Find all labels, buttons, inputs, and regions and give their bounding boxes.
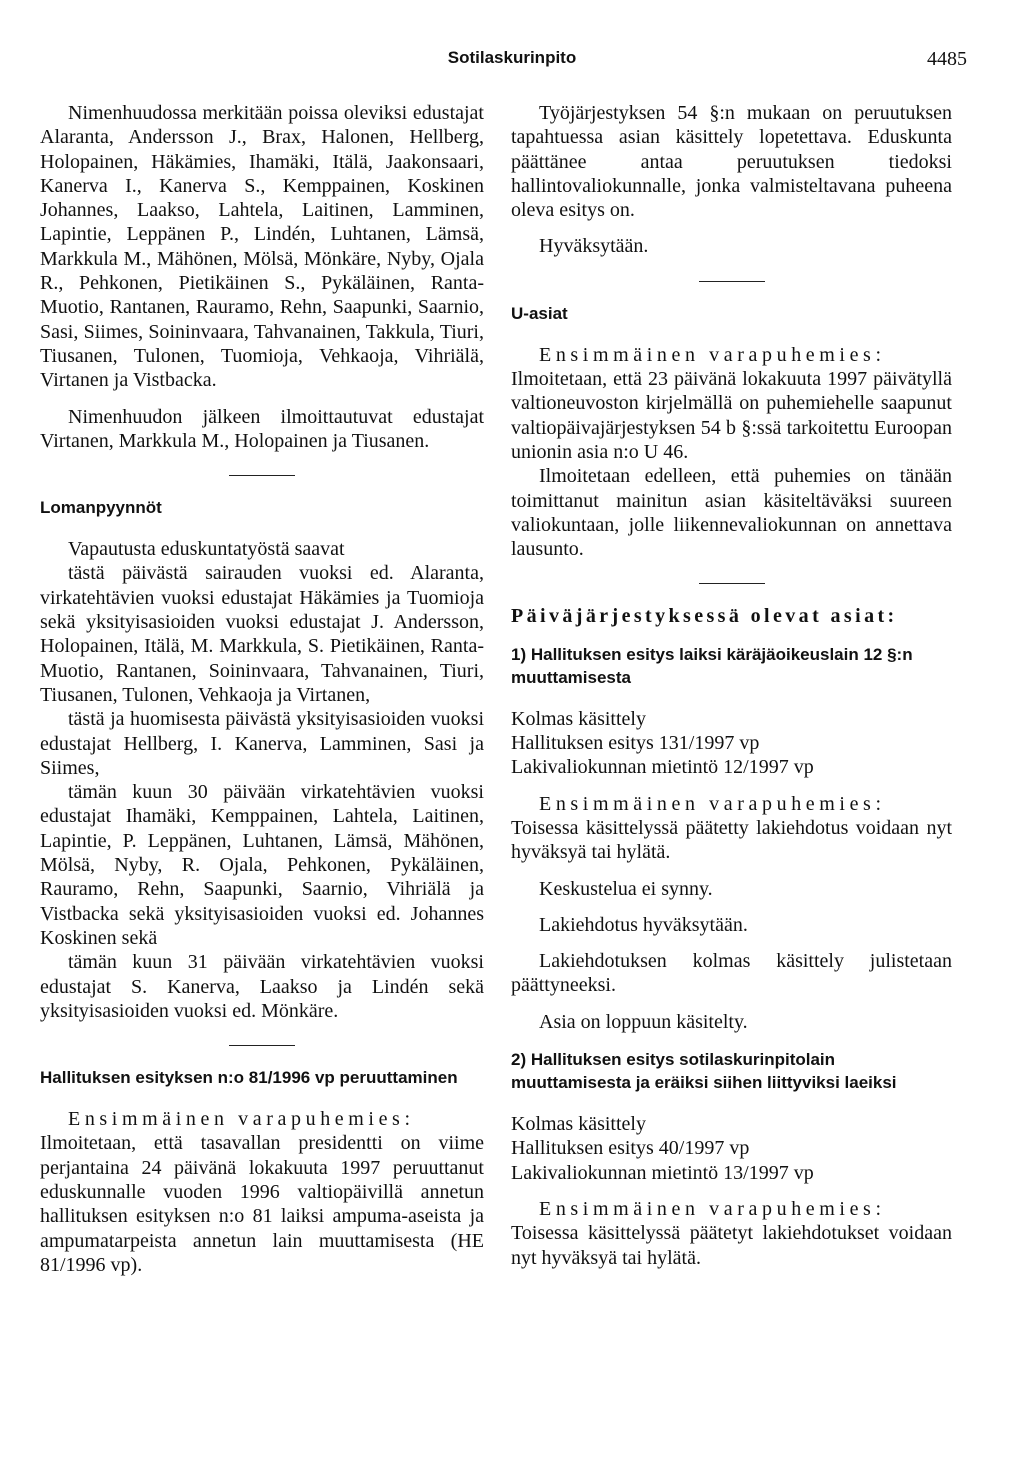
- item-1-statement: Toisessa käsittelyssä päätetty lakiehdotus voidaan nyt hyväksyä tai hylätä.: [511, 816, 952, 864]
- item-2-bill: Hallituksen esitys 40/1997 vp: [511, 1137, 750, 1160]
- leave-today: tästä päivästä sairauden vuoksi ed. Alaranta, virkatehtävien vuoksi edustajat Häkämies ja Tuomioja sekä yksityisasioiden vuoksi edustajat J. Andersson, Holopainen, Itälä, M. Markkula, S. Pietikäinen, Ranta-Muotio, Rantanen, Soininvaara, Tahvanainen, Tiuri, Tiusanen, Tulonen, Vehkaoja ja Virtanen,: [40, 562, 484, 706]
- leave-until-30th: tämän kuun 30 päivään virkatehtävien vuoksi edustajat Ihamäki, Kemppainen, Lahtela, Laitinen, Lapintie, P. Leppänen, Luhtanen, Lämsä, Mähönen, Mölsä, Nyby, R. Ojala, Pehkonen, Pykäläinen, Rauramo, Rehn, Saapunki, Saarnio, Vihriälä ja Vistbacka sekä yksityisasioiden vuoksi ed. Johannes Koskinen sekä: [40, 781, 484, 949]
- speaker-label: Ensimmäinen varapuhemies:: [68, 1108, 415, 1131]
- item-2-reading: Kolmas käsittely: [511, 1113, 646, 1136]
- leave-today-tomorrow: tästä ja huomisesta päivästä yksityisasioiden vuoksi edustajat Hellberg, I. Kanerva, Lamminen, Sasi ja Siimes,: [40, 708, 484, 779]
- heading-u-matters: U-asiat: [511, 303, 568, 323]
- section-divider: [699, 281, 765, 282]
- rules-paragraph: Työjärjestyksen 54 §:n mukaan on peruutuksen tapahtuessa asian käsittely lopetettava. Eduskunta päättänee antaa peruutuksen tiedoksi hallintovaliokunnalle, jonka valmisteltavana puheena oleva esitys on.: [511, 102, 952, 222]
- speaker-label: Ensimmäinen varapuhemies:: [539, 792, 886, 815]
- leave-intro: Vapautusta eduskuntatyöstä saavat: [68, 538, 345, 561]
- section-divider: [229, 475, 295, 476]
- u-matter-referral-paragraph: Ilmoitetaan edelleen, että puhemies on tänään toimittanut mainitun asian käsiteltäväksi suureen valiokuntaan, jolle liikennevaliokunnan on annettava lausunto.: [511, 465, 952, 561]
- agenda-item-1-heading: 1) Hallituksen esitys laiksi käräjäoikeuslain 12 §:n muuttamisesta: [511, 644, 913, 687]
- u-matter-paragraph: Ilmoitetaan, että 23 päivänä lokakuuta 1997 päivätyllä valtioneuvoston kirjelmällä on puhemiehelle saapunut valtiopäivajärjestyksen 54 b §:ssä tarkoitettu Euroopan unionin asia n:o U 46.: [511, 368, 952, 463]
- withdrawal-paragraph: Ilmoitetaan, että tasavallan presidentti on viime perjantaina 24 päivänä lokakuuta 1997 peruuttanut eduskunnalle vuoden 1996 valtiopäivillä annetun hallituksen esityksen n:o 81 laiksi ampuma-aseista ja ampumatarpeista annetun lain muuttamisesta (HE 81/1996 vp).: [40, 1132, 484, 1276]
- heading-withdrawal: Hallituksen esityksen n:o 81/1996 vp peruuttaminen: [40, 1068, 458, 1088]
- section-divider: [699, 583, 765, 584]
- leave-until-31st: tämän kuun 31 päivään virkatehtävien vuoksi edustajat S. Kanerva, Laakso ja Lindén sekä yksityisasioiden vuoksi ed. Mönkäre.: [40, 951, 484, 1022]
- roll-call-paragraph: Nimenhuudossa merkitään poissa oleviksi edustajat Alaranta, Andersson J., Brax, Halonen, Hellberg, Holopainen, Häkämies, Ihamäki, Itälä, Jaakonsaari, Kanerva I., Kanerva S., Kemppainen, Koskinen Johannes, Laakso, Lahtela, Laitinen, Lamminen, Lapintie, Leppänen P., Lindén, Luhtanen, Lämsä, Markkula M., Mähönen, Mölsä, Mönkäre, Nyby, Ojala R., Pehkonen, Pietikäinen S., Pykäläinen, Ranta-Muotio, Rantanen, Rauramo, Rehn, Saapunki, Saarnio, Sasi, Siimes, Soininvaara, Tahvanainen, Takkula, Tiuri, Tiusanen, Tulonen, Tuomioja, Vehkaoja, Vihriälä, Virtanen ja Vistbacka.: [40, 102, 484, 392]
- heading-leave-requests: Lomanpyynnöt: [40, 498, 162, 518]
- item-1-bill: Hallituksen esitys 131/1997 vp: [511, 732, 760, 755]
- section-divider: [229, 1045, 295, 1046]
- agenda-item-2-heading: 2) Hallituksen esitys sotilaskurinpitolain muuttamisesta ja eräiksi siihen liittyviksi laeiksi: [511, 1050, 897, 1093]
- no-debate-text: Keskustelua ei synny.: [539, 877, 713, 900]
- agenda-heading: Päiväjärjestyksessä olevat asiat:: [511, 605, 898, 628]
- item-2-report: Lakivaliokunnan mietintö 13/1997 vp: [511, 1161, 814, 1184]
- late-arrivals-paragraph: Nimenhuudon jälkeen ilmoittautuvat edustajat Virtanen, Markkula M., Holopainen ja Tiusanen.: [40, 405, 484, 452]
- right-column: [511, 101, 952, 1270]
- item-1-reading: Kolmas käsittely: [511, 707, 646, 730]
- speaker-label: Ensimmäinen varapuhemies:: [539, 1197, 886, 1220]
- approved-text: Hyväksytään.: [539, 235, 649, 258]
- page-number: 4485: [927, 48, 967, 70]
- bill-approved-text: Lakiehdotus hyväksytään.: [539, 913, 748, 936]
- running-header-title: Sotilaskurinpito: [447, 48, 577, 67]
- reading-closed-text: Lakiehdotuksen kolmas käsittely julistetaan päättyneeksi.: [511, 950, 952, 997]
- speaker-label: Ensimmäinen varapuhemies:: [539, 343, 886, 366]
- item-2-statement: Toisessa käsittelyssä päätetyt lakiehdotukset voidaan nyt hyväksyä tai hylätä.: [511, 1222, 952, 1269]
- item-1-report: Lakivaliokunnan mietintö 12/1997 vp: [511, 756, 814, 779]
- matter-concluded-text: Asia on loppuun käsitelty.: [539, 1010, 748, 1033]
- left-column: [40, 101, 484, 1277]
